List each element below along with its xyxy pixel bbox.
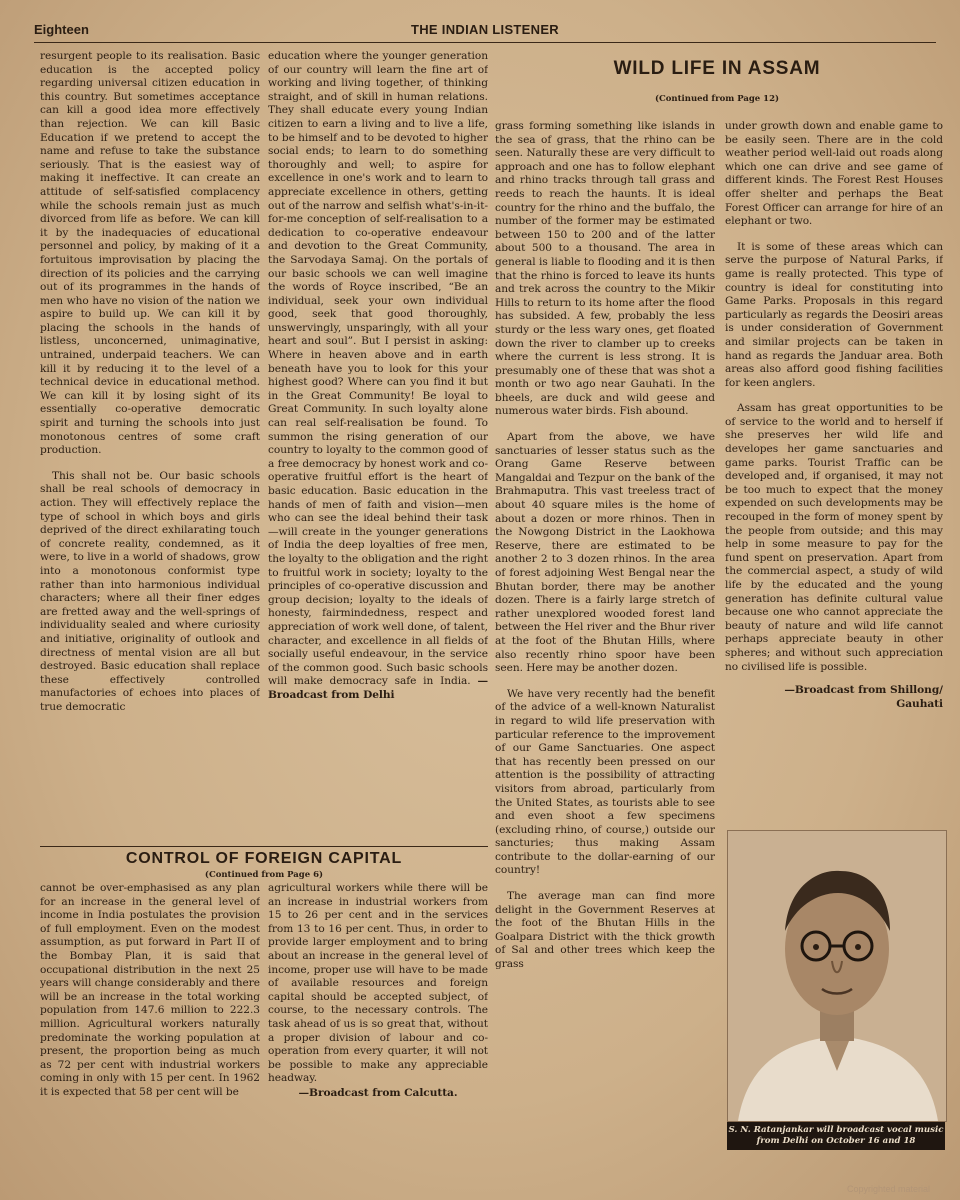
section-rule: [40, 846, 488, 847]
paragraph: grass forming something like islands in the sea of grass, that the rhino can be seen. Naturally these are very difficult to approach and one has to follow elephant and rhino tracks through tall grass and reeds to reach the haunts. It is ideal country for the rhino and the buffalo, the number of the former may be estimated between 150 to 200 and of the latter about 500 to a thousand. The area in general is liable to flooding and it is then that the rhino is forced to leave its hunts and trek across the country to the Mikir Hills to return to its home after the flood has subsided. A few, probably the less sturdy or the less wary ones, get floated down the river to clamber up to creeks where the current is less strong. It is presumably one of these that was shot a month or two ago near Gauhati. In the bheels, are duck and wild geese and numerous water birds. Fish abound.: [495, 120, 715, 418]
capital-column-2: [268, 882, 488, 1144]
paragraph: Assam has great opportunities to be of service to the world and to herself if she preserves her wild life and developes her game sanctuaries and game parks. Tourist Traffic can be developed and, if organised, it may not be too much to expect that the money expended on such developments may be recouped in the form of money spent by the people from outside; and this may help in some measure to pay for the fund spent on preservation. Apart from the commercial aspect, a study of wild life by the educated and the young generation has definite cultural value because one who cannot appreciate the beauty of nature and wild life cannot perhaps appreciate beauty in other spheres; and without such appreciation no civilised life is possible.: [725, 402, 943, 673]
watermark: Copyrighted material: [846, 1184, 930, 1194]
paragraph: agricultural workers while there will be an increase in industrial workers from 15 to 26 per cent and in the services from 13 to 16 per cent. Thus, in order to provide larger employment and to bring about an increase in the general level of income, proper use will have to be made of available resources and foreign capital should be accepted subject, of course, to the necessary controls. The task ahead of us is so great that, without a proper division of labour and co-operation from every quarter, it will not be possible to make any appreciable headway.: [268, 882, 488, 1085]
page-number: Eighteen: [34, 22, 89, 37]
byline: [725, 684, 943, 711]
paragraph: This shall not be. Our basic schools shall be real schools of democracy in action. They will effectively replace the type of school in which boys and girls deprived of the direct exhilarating touch of concrete reality, condemned, as it were, to live in a world of shadows, grow into a monotonous conformist type rather than into harmonious individual characters; where all their finer edges are fretted away and the well-springs of individuality sealed and where curiosity and initiative, originality of outlook and directness of mental vision are all but destroyed. Basic education shall replace these effectively controlled manufactories of echoes into places of true democratic: [40, 469, 260, 713]
byline: —Broadcast from Delhi: [268, 675, 488, 701]
wildlife-column-2: [725, 120, 943, 810]
capital-column-1: [40, 882, 260, 1144]
wildlife-column-1: [495, 120, 715, 1148]
section-title: WILD LIFE IN ASSAM: [613, 58, 821, 79]
paragraph: [268, 50, 488, 703]
education-column-2: [268, 50, 488, 845]
continued-note: (Continued from Page 6): [204, 870, 324, 880]
paragraph: It is some of these areas which can serve the purpose of Natural Parks, if game is really protected. This type of country is ideal for constituting into Game Parks. Proposals in this regard particularly as regards the Deosiri areas is under consideration of Government and similar projects can be taken in hand as regards the Janduar area. Both areas also afford good fishing facilities for keen anglers.: [725, 240, 943, 389]
portrait-photo: [727, 830, 947, 1122]
portrait-illustration: [728, 831, 946, 1121]
paragraph: We have very recently had the benefit of the advice of a well-known Naturalist in regard to wild life preservation with particular reference to the improvement of our Game Sanctuaries. One aspect that has recently been pressed on our attention is the possibility of attracting visitors from abroad, particularly from the United States, as tourists able to see and even shoot a few specimens (excluding rhino, of course,) outside our sancturies; thus making Assam contribute to the dollar-earning of our country!: [495, 687, 715, 877]
magazine-title: THE INDIAN LISTENER: [411, 22, 559, 37]
byline-line-1: —Broadcast from Shillong/: [784, 684, 943, 697]
continued-note: (Continued from Page 12): [654, 94, 780, 104]
running-head: [34, 22, 936, 40]
section-title: CONTROL OF FOREIGN CAPITAL: [125, 850, 403, 867]
paragraph-text: education where the younger generation of our country will learn the fine art of working and living together, of thinking straight, and of skill in human relations. They shall educate every young Indian citizen to earn a living and to live a life, to be himself and to be devoted to higher social ends; to learn to do something thoroughly and well; to aspire for excellence in one's work and to learn to appreciate excellence in others, getting out of the narrow and selfish what's-in-it-for-me conception of self-realisation to a dedication to co-operative endeavour and devotion to the Great Community, the Sarvodaya Samaj. On the portals of our basic schools we can well imagine the words of Royce inscribed, “Be an individual, seek your own individual good, seek that good thoroughly, unswervingly, unsparingly, with all your heart and soul”. But I persist in asking: Where in heaven above and in earth beneath have you to look for this your highest good? Where can you find it but in the Great Community! Be loyal to Great Community. In such loyalty alone can real self-realisation be found. To summon the rising generation of our country to loyalty to the common good of a free democracy by honest work and co-operative fruitful effort is the heart of basic education. Basic education in the hands of men of faith and vision—men who can see the ideal behind their task—will create in the younger generations of India the deep loyalties of free men, the loyalty to the obligation and the right to fruitful work in society; loyalty to the principles of co-operative discussion and group decision; loyalty to the ideals of honesty, fairmindedness, respect and appreciation of work well done, of talent, character, and excellence in all fields of socially useful endeavour, in the service of the common good. Such basic schools will make democracy safe in India.: [268, 50, 488, 688]
paragraph: under growth down and enable game to be easily seen. There are in the cold weather period well-laid out roads along which one can drive and see game of different kinds. The Forest Rest Houses offer shelter and perhaps the Beat Forest Officer can arrange for hire of an elephant or two.: [725, 120, 943, 228]
paragraph: resurgent people to its realisation. Basic education is the accepted policy regarding universal citizen education in this country. But sometimes acceptance can kill a good idea more effectively than rejection. We can kill Basic Education if we pretend to accept the name and refuse to take the substance seriously. That is the easiest way of making it ineffective. It can create an attitude of self-satisfied complacency while the schools remain just as much divorced from life as before. We can kill it by the inadequacies of educational personnel and policy, by making of it a fortuitous improvisation by placing the direction of its policies and the carrying out of its programmes in the hands of men who have no vision of the nation we aspire to build up. We can kill it by placing the schools in the hands of listless, unconcerned, unimaginative, untrained, underpaid teachers. We can kill it by reducing it to the level of a technical device in educational method. We can kill it by losing sight of its essentially co-operative democratic spirit and turning the schools into just monotonous centres of some craft production.: [40, 50, 260, 457]
education-column-1: [40, 50, 260, 845]
paragraph: Apart from the above, we have sanctuaries of lesser status such as the Orang Game Reserve between Mangaldai and Tezpur on the bank of the Brahmaputra. This vast treeless tract of about 40 square miles is the home of about a dozen or more rhinos. Then in the Nowgong District in the Laokhowa Reserve, there are estimated to be another 2 to 3 dozen rhinos. In the area of forest adjoining West Bengal near the Bhutan border, there may be another dozen. There is a fairly large stretch of rather unexplored wooded forest land between the Hel river and the Bhur river at the foot of the Bhutan Hills, where also recently rhino spoor have been seen. Here may be another dozen.: [495, 431, 715, 675]
paragraph: The average man can find more delight in the Government Reserves at the foot of the Bhutan Hills in the Goalpara District with the thick growth of Sal and other trees which keep the grass: [495, 890, 715, 971]
byline-line-2: Gauhati: [896, 697, 943, 710]
byline-text: —Broadcast from Calcutta.: [298, 1086, 458, 1099]
paragraph: cannot be over-emphasised as any plan for an increase in the general level of income in India postulates the provision of full employment. Even on the modest assumption, as put forward in Part II of the Bombay Plan, it is said that occupational distribution in the next 25 years will change considerably and there will be an increase in the total working population from 147.6 million to 222.3 million. Agricultural workers naturally predominate the working population at present, the proportion being as much as 72 per cent with industrial workers coming in only with 15 per cent. In 1962 it is expected that 58 per cent will be: [40, 882, 260, 1098]
photo-caption: S. N. Ratanjankar will broadcast vocal music from Delhi on October 16 and 18: [727, 1122, 945, 1150]
header-rule: [34, 42, 936, 43]
byline: [268, 1087, 488, 1101]
